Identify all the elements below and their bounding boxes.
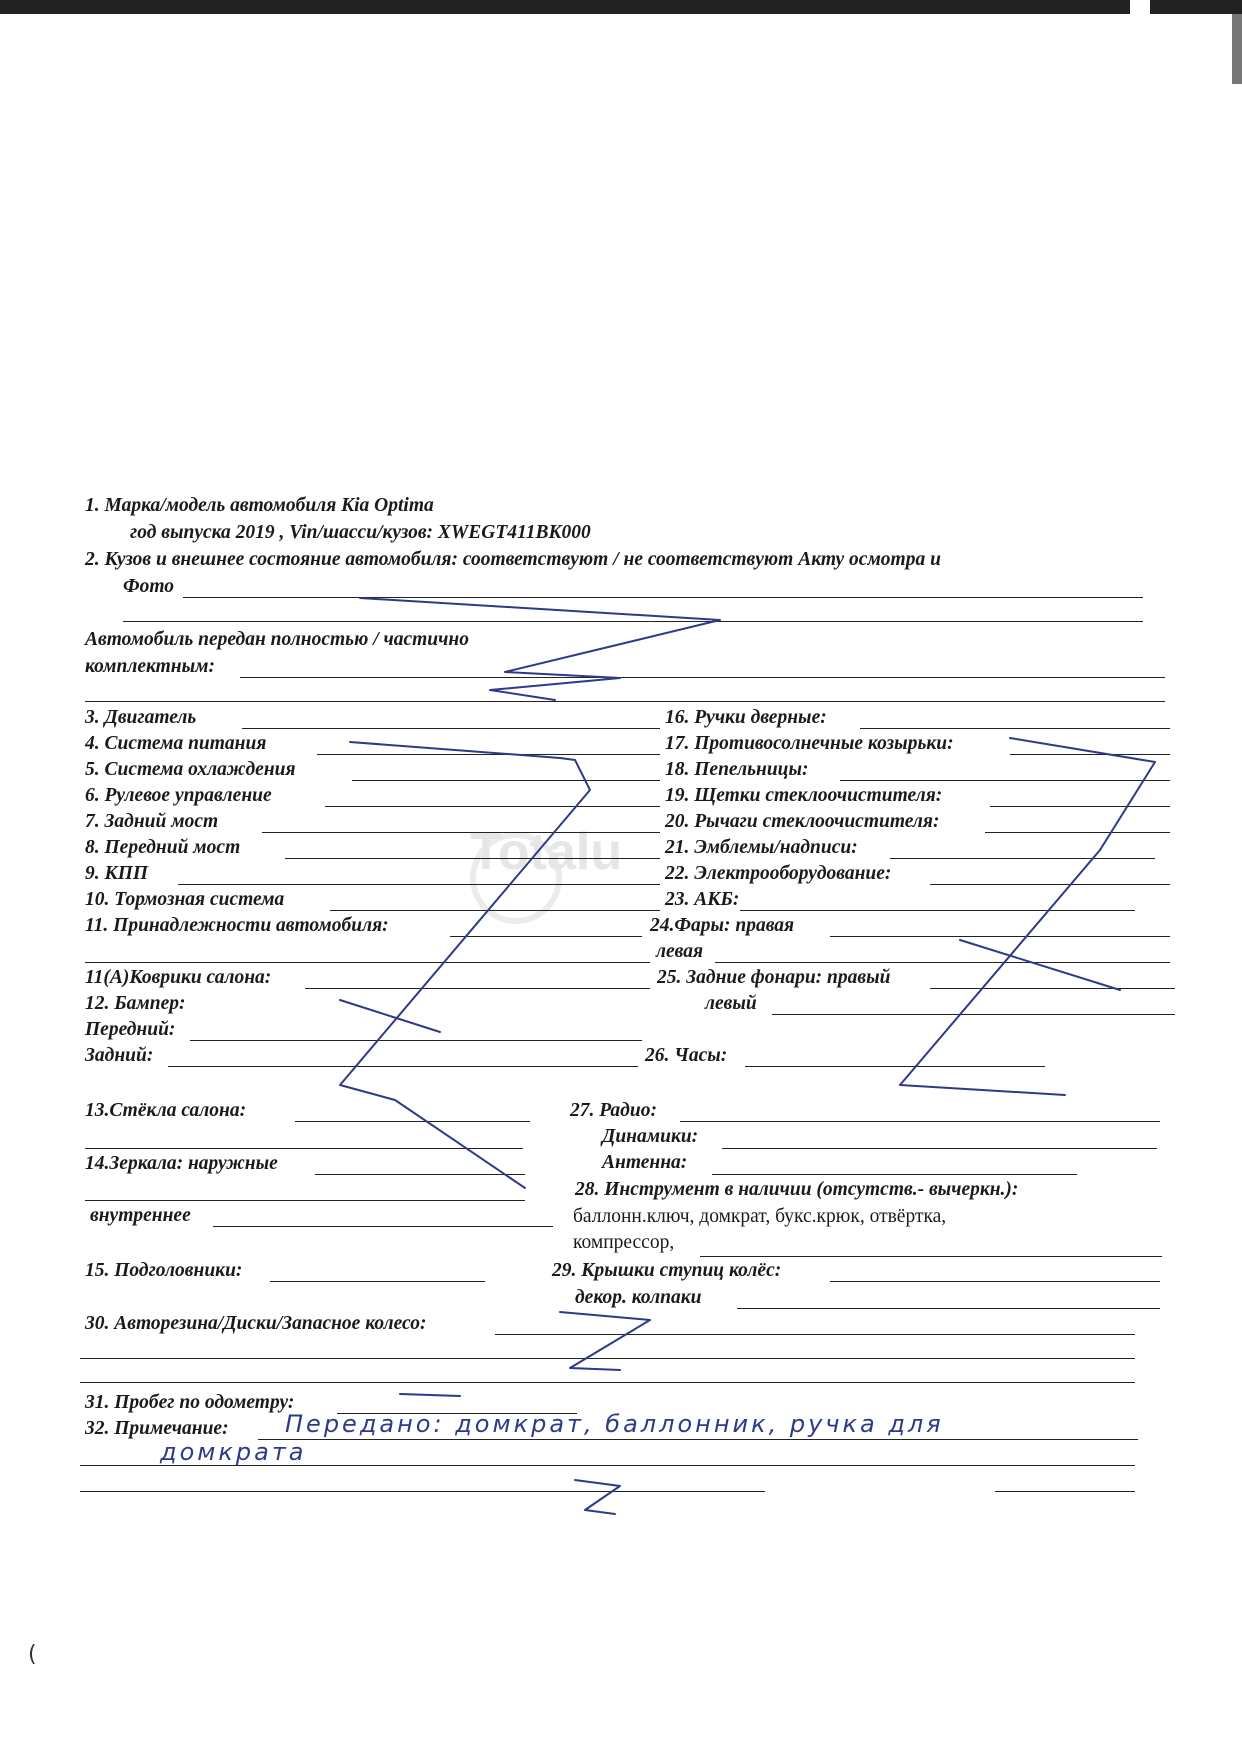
item-7: 7. Задний мост xyxy=(85,811,219,832)
item-4: 4. Система питания xyxy=(85,733,267,754)
item-20: 20. Рычаги стеклоочистителя: xyxy=(665,811,940,832)
pen-stroke xyxy=(960,940,1120,990)
item-30: 30. Авторезина/Диски/Запасное колесо: xyxy=(85,1313,427,1334)
item-32: 32. Примечание: xyxy=(85,1418,229,1439)
item-8: 8. Передний мост xyxy=(85,837,241,858)
mirror-inner: внутреннее xyxy=(90,1205,191,1226)
item-11a: 11(А)Коврики салона: xyxy=(85,967,272,988)
item-12: 12. Бампер: xyxy=(85,993,186,1014)
item-6: 6. Рулевое управление xyxy=(85,785,272,806)
watermark: Totalu xyxy=(470,823,623,881)
decor-caps: декор. колпаки xyxy=(575,1287,702,1308)
item-11: 11. Принадлежности автомобиля: xyxy=(85,915,389,936)
bumper-front: Передний: xyxy=(85,1019,176,1040)
item-9: 9. КПП xyxy=(85,863,149,884)
taillight-left: левый xyxy=(705,993,757,1014)
item-22: 22. Электрооборудование: xyxy=(665,863,892,884)
item-31: 31. Пробег по одометру: xyxy=(85,1392,295,1413)
pen-z-mark xyxy=(340,742,590,1188)
item-27: 27. Радио: xyxy=(570,1100,657,1121)
item-17: 17. Противосолнечные козырьки: xyxy=(665,733,954,754)
pen-z-mark xyxy=(360,598,720,700)
bumper-rear: Задний: xyxy=(85,1045,154,1066)
item-28: 28. Инструмент в наличии (отсутств.- вычеркн.): xyxy=(575,1179,1019,1200)
item-29: 29. Крышки ступиц колёс: xyxy=(552,1260,782,1281)
speakers: Динамики: xyxy=(602,1126,699,1147)
item-2-body: 2. Кузов и внешнее состояние автомобиля: соответствуют / не соответствуют Акту осмотра и xyxy=(85,549,941,570)
pen-stroke xyxy=(400,1394,460,1396)
item-25: 25. Задние фонари: правый xyxy=(657,967,891,988)
tools-list-2: компрессор, xyxy=(573,1232,675,1253)
item-1-year-vin: год выпуска 2019 , Vin/шасси/кузов: XWEGT411BK000 xyxy=(130,522,591,543)
item-16: 16. Ручки дверные: xyxy=(665,707,827,728)
pen-z-mark xyxy=(900,738,1155,1095)
completeness-label-2: комплектным: xyxy=(85,656,216,677)
pen-z-mark xyxy=(560,1312,650,1370)
headlight-left: левая xyxy=(656,941,704,962)
item-3: 3. Двигатель xyxy=(85,707,197,728)
pen-z-mark xyxy=(575,1480,620,1514)
antenna: Антенна: xyxy=(602,1152,688,1173)
completeness-label: Автомобиль передан полностью / частично xyxy=(85,629,469,650)
item-2-photo: Фото xyxy=(123,576,174,597)
handwritten-note: Передано: домкрат, баллонник, ручка для xyxy=(285,1410,944,1438)
item-24: 24.Фары: правая xyxy=(650,915,795,936)
item-18: 18. Пепельницы: xyxy=(665,759,809,780)
item-15: 15. Подголовники: xyxy=(85,1260,243,1281)
item-14: 14.Зеркала: наружные xyxy=(85,1153,278,1174)
item-23: 23. АКБ: xyxy=(665,889,740,910)
item-5: 5. Система охлаждения xyxy=(85,759,296,780)
item-10: 10. Тормозная система xyxy=(85,889,285,910)
item-26: 26. Часы: xyxy=(645,1045,728,1066)
tools-list: баллонн.ключ, домкрат, букс.крюк, отвёртка, xyxy=(573,1206,947,1227)
handwritten-note-2: домкрата xyxy=(160,1438,307,1466)
item-21: 21. Эмблемы/надписи: xyxy=(665,837,858,858)
item-19: 19. Щетки стеклоочистителя: xyxy=(665,785,943,806)
item-13: 13.Стёкла салона: xyxy=(85,1100,247,1121)
item-1-make-model: 1. Марка/модель автомобиля Kia Optima xyxy=(85,495,434,516)
scan-edge-mark: ( xyxy=(28,1642,37,1667)
